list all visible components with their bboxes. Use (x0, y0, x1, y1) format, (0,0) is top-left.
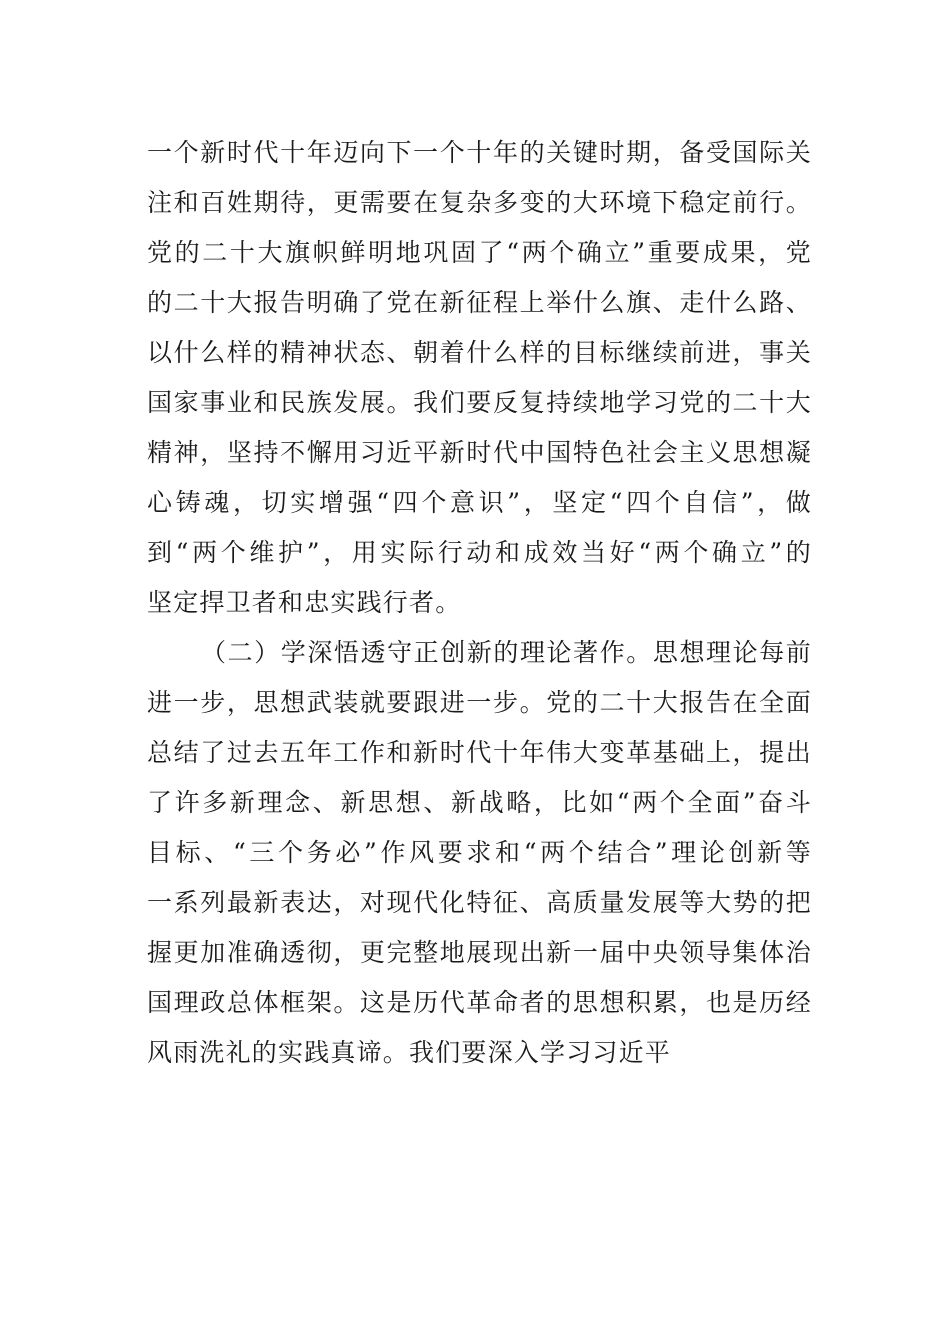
paragraph-1-line-8: 心铸魂，切实增强“四个意识”，坚定“四个自信”，做 (147, 488, 812, 517)
paragraph-1-line-9: 到“两个维护”，用实际行动和成效当好“两个确立”的 (147, 538, 812, 567)
body-text (147, 128, 812, 1078)
paragraph-1-line-7: 精神，坚持不懈用习近平新时代中国特色社会主义思想凝 (147, 438, 812, 467)
paragraph-2-line-7: 握更加准确透彻，更完整地展现出新一届中央领导集体治 (147, 938, 812, 967)
paragraph-1-line-4: 的二十大报告明确了党在新征程上举什么旗、走什么路、 (147, 288, 812, 317)
paragraph-2-line-2: 进一步，思想武装就要跟进一步。党的二十大报告在全面 (147, 688, 812, 717)
paragraph-2-line-8: 国理政总体框架。这是历代革命者的思想积累，也是历经 (147, 988, 812, 1017)
paragraph-2-line-3: 总结了过去五年工作和新时代十年伟大变革基础上，提出 (147, 738, 812, 767)
paragraph-2-line-1: （二）学深悟透守正创新的理论著作。思想理论每前 (201, 638, 812, 667)
paragraph-1-line-6: 国家事业和民族发展。我们要反复持续地学习党的二十大 (147, 388, 812, 417)
paragraph-1-line-10: 坚定捍卫者和忠实践行者。 (147, 588, 462, 617)
paragraph-2-line-5: 目标、“三个务必”作风要求和“两个结合”理论创新等 (147, 838, 812, 867)
paragraph-1-line-2: 注和百姓期待，更需要在复杂多变的大环境下稳定前行。 (147, 188, 812, 217)
paragraph-2-line-9: 风雨洗礼的实践真谛。我们要深入学习习近平 (147, 1038, 672, 1067)
paragraph-1-line-5: 以什么样的精神状态、朝着什么样的目标继续前进，事关 (147, 338, 812, 367)
paragraph-1-line-1: 一个新时代十年迈向下一个十年的关键时期，备受国际关 (147, 138, 812, 167)
paragraph-1-line-3: 党的二十大旗帜鲜明地巩固了“两个确立”重要成果，党 (147, 238, 812, 267)
paragraph-2-line-6: 一系列最新表达，对现代化特征、高质量发展等大势的把 (147, 888, 812, 917)
paragraph-2-line-4: 了许多新理念、新思想、新战略，比如“两个全面”奋斗 (147, 788, 812, 817)
